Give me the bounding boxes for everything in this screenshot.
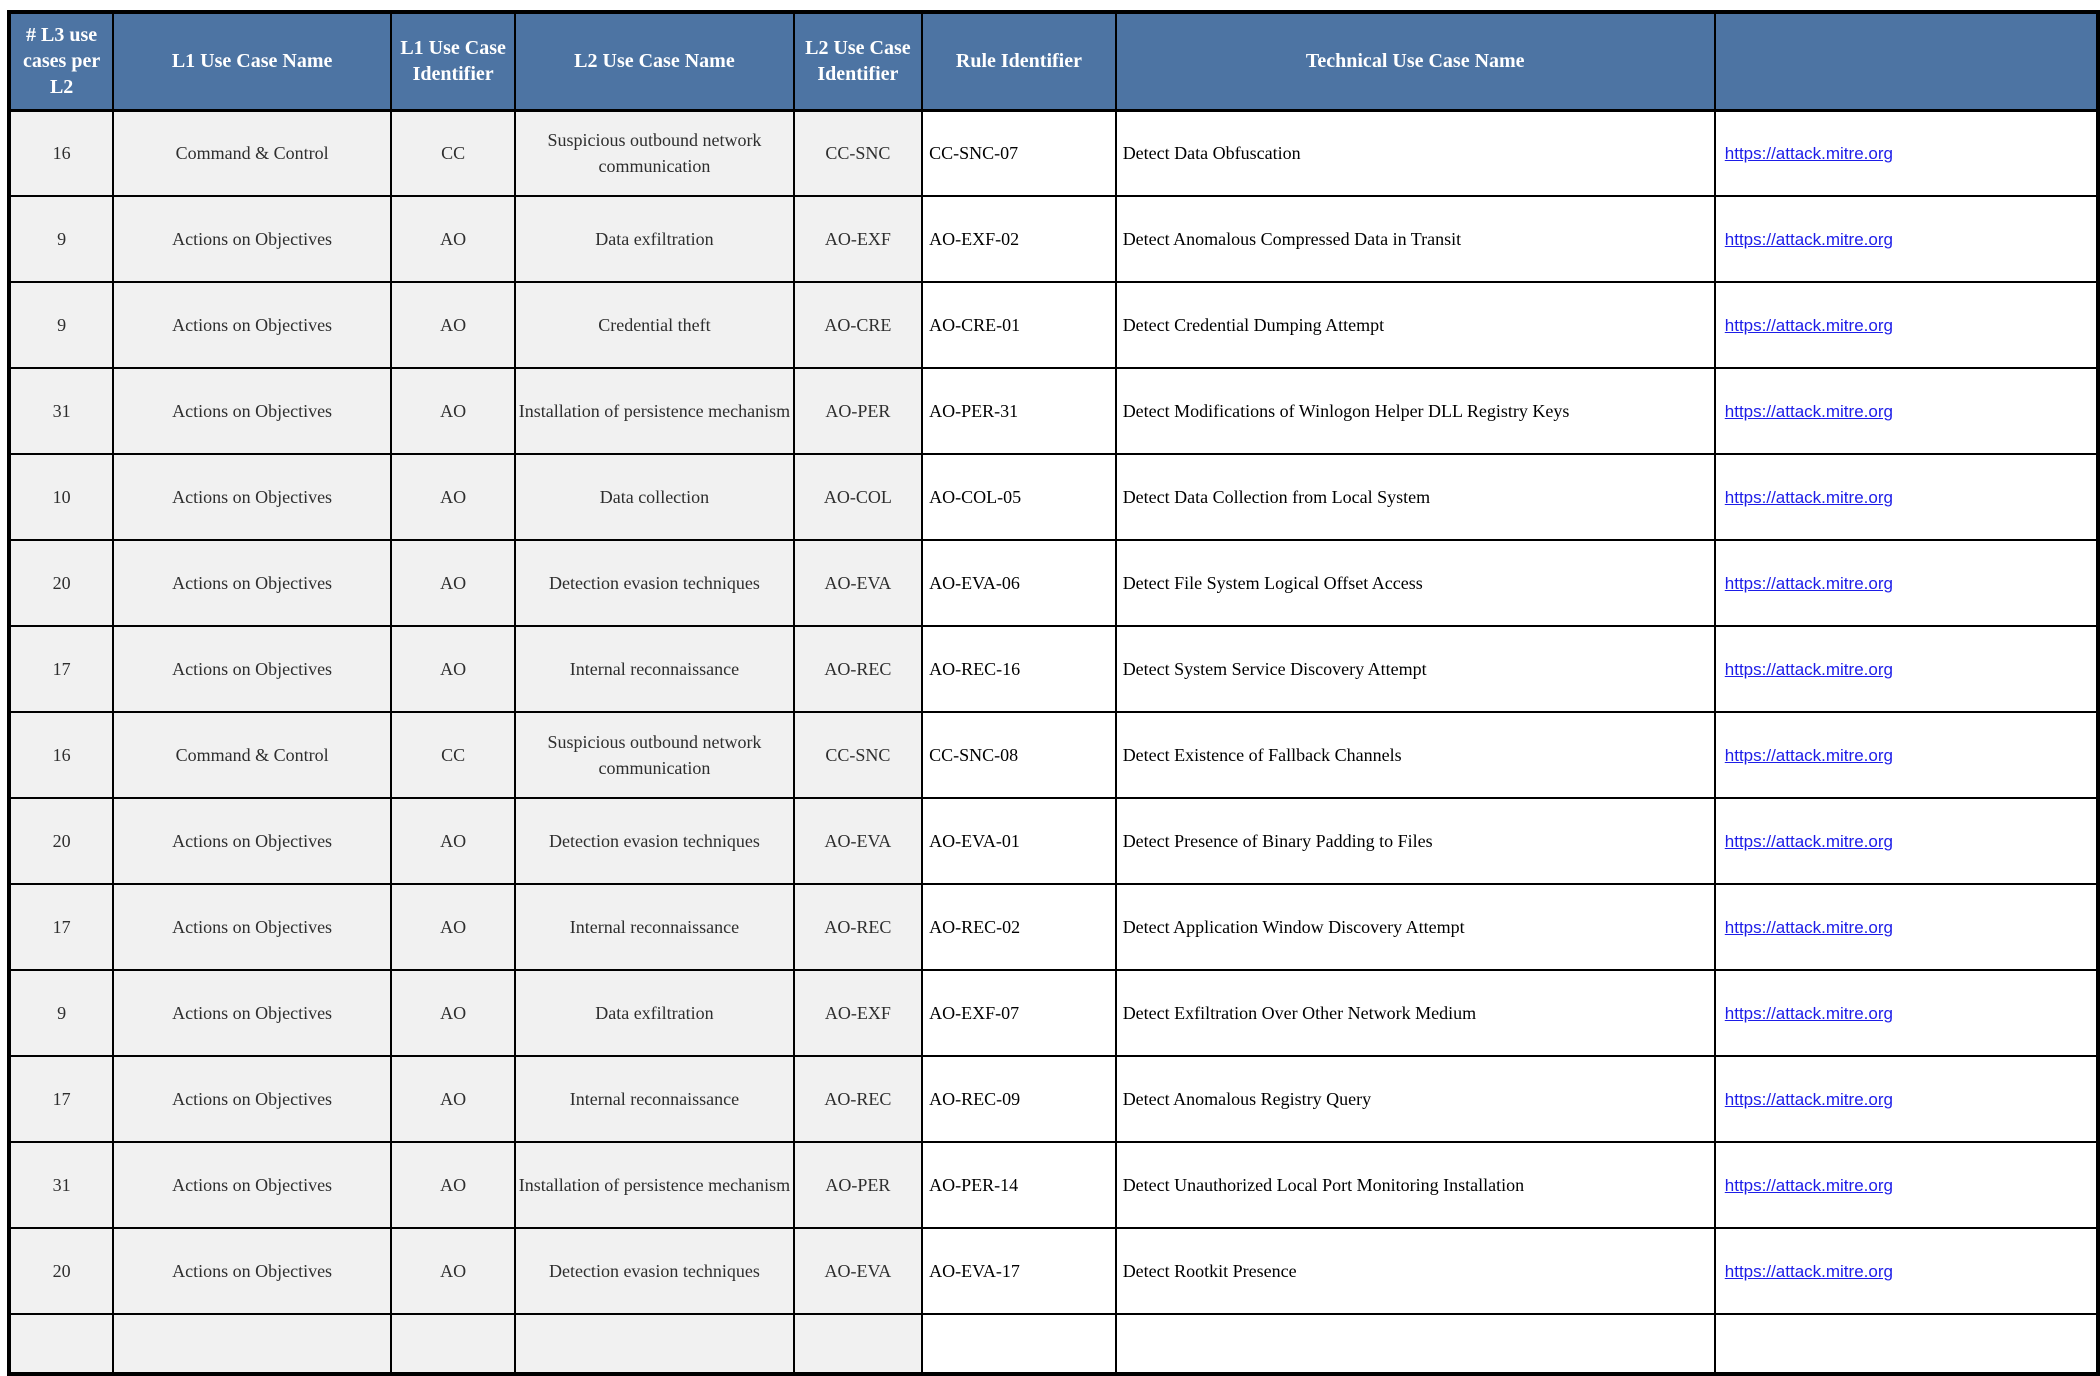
tech-name-cell: Detect Credential Dumping Attempt [1116, 282, 1715, 368]
l2-id-cell: CC-SNC [794, 712, 923, 798]
l1-id-cell: AO [391, 540, 515, 626]
rule-id-cell: AO-EVA-01 [922, 798, 1116, 884]
rule-id-cell: AO-EXF-07 [922, 970, 1116, 1056]
l3-count-cell: 17 [9, 884, 113, 970]
mitre-attack-link[interactable]: https://attack.mitre.org [1724, 1175, 1893, 1195]
l1-id-cell: AO [391, 970, 515, 1056]
mitre-attack-link[interactable]: https://attack.mitre.org [1724, 659, 1893, 679]
link-cell [1715, 282, 2098, 368]
link-cell [1715, 1142, 2098, 1228]
table-row [9, 712, 2098, 798]
tech-name-cell: Detect Presence of Binary Padding to Files [1116, 798, 1715, 884]
tech-name-cell: Detect Anomalous Registry Query [1116, 1056, 1715, 1142]
l1-id-cell: AO [391, 196, 515, 282]
l2-id-cell: AO-COL [794, 454, 923, 540]
rule-id-cell: AO-REC-02 [922, 884, 1116, 970]
table-row [9, 196, 2098, 282]
rule-id-cell: AO-EVA-06 [922, 540, 1116, 626]
table-row [9, 1056, 2098, 1142]
l1-id-cell: AO [391, 798, 515, 884]
l1-name-cell: Actions on Objectives [113, 196, 391, 282]
rule-id-cell: AO-PER-31 [922, 368, 1116, 454]
rule-id-cell: AO-CRE-01 [922, 282, 1116, 368]
l1-name-cell: Actions on Objectives [113, 540, 391, 626]
table-row [9, 110, 2098, 196]
l2-id-cell: AO-REC [794, 626, 923, 712]
table-row [9, 970, 2098, 1056]
l1-id-cell: AO [391, 626, 515, 712]
l3-count-cell: 9 [9, 970, 113, 1056]
l2-id-cell: AO-EVA [794, 1228, 923, 1314]
table-row [9, 282, 2098, 368]
l3-count-cell: 20 [9, 798, 113, 884]
rule-id-cell: AO-REC-09 [922, 1056, 1116, 1142]
l3-count-cell: 9 [9, 196, 113, 282]
l2-name-cell: Internal reconnaissance [515, 626, 793, 712]
l2-name-cell: Detection evasion techniques [515, 540, 793, 626]
l3-count-cell: 31 [9, 1142, 113, 1228]
tech-name-cell: Detect Exfiltration Over Other Network Medium [1116, 970, 1715, 1056]
rule-id-cell: AO-EXF-02 [922, 196, 1116, 282]
link-cell [1715, 970, 2098, 1056]
mitre-attack-link[interactable]: https://attack.mitre.org [1724, 573, 1893, 593]
l2-name-cell: Data exfiltration [515, 196, 793, 282]
column-header-rule-identifier: Rule Identifier [922, 12, 1116, 110]
l1-name-cell: Actions on Objectives [113, 1056, 391, 1142]
table-row [9, 626, 2098, 712]
tech-name-cell: Detect Data Obfuscation [1116, 110, 1715, 196]
l1-id-cell: AO [391, 1142, 515, 1228]
column-header-l3-count: # L3 use cases per L2 [9, 12, 113, 110]
l3-count-cell: 17 [9, 1056, 113, 1142]
l2-name-cell: Credential theft [515, 282, 793, 368]
l3-count-cell: 10 [9, 454, 113, 540]
l1-name-cell: Actions on Objectives [113, 884, 391, 970]
mitre-attack-link[interactable]: https://attack.mitre.org [1724, 143, 1893, 163]
tech-name-cell: Detect Existence of Fallback Channels [1116, 712, 1715, 798]
l2-name-cell: Internal reconnaissance [515, 884, 793, 970]
l1-name-cell: Actions on Objectives [113, 1228, 391, 1314]
mitre-attack-link[interactable]: https://attack.mitre.org [1724, 831, 1893, 851]
l3-count-cell: 20 [9, 1228, 113, 1314]
rule-id-cell [922, 1314, 1116, 1374]
l1-name-cell [113, 1314, 391, 1374]
link-cell [1715, 626, 2098, 712]
link-cell [1715, 712, 2098, 798]
l1-name-cell: Actions on Objectives [113, 282, 391, 368]
l2-id-cell: CC-SNC [794, 110, 923, 196]
table-row [9, 368, 2098, 454]
table-row [9, 454, 2098, 540]
l2-name-cell: Detection evasion techniques [515, 1228, 793, 1314]
rule-id-cell: AO-PER-14 [922, 1142, 1116, 1228]
table-body [9, 110, 2098, 1374]
l2-name-cell: Detection evasion techniques [515, 798, 793, 884]
l1-name-cell: Command & Control [113, 110, 391, 196]
partial-table-row [9, 1314, 2098, 1374]
use-case-table-wrapper [7, 10, 2100, 1376]
l2-name-cell: Suspicious outbound network communication [515, 712, 793, 798]
tech-name-cell: Detect Modifications of Winlogon Helper DLL Registry Keys [1116, 368, 1715, 454]
link-cell [1715, 368, 2098, 454]
table-row [9, 798, 2098, 884]
link-cell [1715, 110, 2098, 196]
l1-id-cell: CC [391, 110, 515, 196]
mitre-attack-link[interactable]: https://attack.mitre.org [1724, 401, 1893, 421]
tech-name-cell: Detect Unauthorized Local Port Monitoring Installation [1116, 1142, 1715, 1228]
l2-name-cell: Data exfiltration [515, 970, 793, 1056]
l1-name-cell: Actions on Objectives [113, 454, 391, 540]
l1-id-cell: AO [391, 1228, 515, 1314]
rule-id-cell: AO-COL-05 [922, 454, 1116, 540]
tech-name-cell: Detect File System Logical Offset Access [1116, 540, 1715, 626]
l3-count-cell: 9 [9, 282, 113, 368]
link-cell [1715, 798, 2098, 884]
rule-id-cell: CC-SNC-07 [922, 110, 1116, 196]
column-header-l2-identifier: L2 Use Case Identifier [794, 12, 923, 110]
l1-id-cell [391, 1314, 515, 1374]
rule-id-cell: AO-REC-16 [922, 626, 1116, 712]
l2-id-cell [794, 1314, 923, 1374]
l2-name-cell [515, 1314, 793, 1374]
l1-id-cell: AO [391, 1056, 515, 1142]
link-cell [1715, 884, 2098, 970]
column-header-l2-name: L2 Use Case Name [515, 12, 793, 110]
l1-id-cell: AO [391, 282, 515, 368]
l1-name-cell: Actions on Objectives [113, 798, 391, 884]
l2-id-cell: AO-PER [794, 368, 923, 454]
l1-id-cell: CC [391, 712, 515, 798]
link-cell [1715, 196, 2098, 282]
l2-id-cell: AO-REC [794, 1056, 923, 1142]
tech-name-cell: Detect System Service Discovery Attempt [1116, 626, 1715, 712]
l2-id-cell: AO-EXF [794, 196, 923, 282]
l2-id-cell: AO-EVA [794, 540, 923, 626]
tech-name-cell: Detect Anomalous Compressed Data in Transit [1116, 196, 1715, 282]
tech-name-cell: Detect Data Collection from Local System [1116, 454, 1715, 540]
use-case-table [7, 10, 2100, 1376]
tech-name-cell: Detect Application Window Discovery Attempt [1116, 884, 1715, 970]
table-row [9, 884, 2098, 970]
l3-count-cell [9, 1314, 113, 1374]
l3-count-cell: 31 [9, 368, 113, 454]
l2-name-cell: Installation of persistence mechanism [515, 368, 793, 454]
tech-name-cell [1116, 1314, 1715, 1374]
column-header-l1-name: L1 Use Case Name [113, 12, 391, 110]
mitre-attack-link[interactable]: https://attack.mitre.org [1724, 1261, 1893, 1281]
rule-id-cell: AO-EVA-17 [922, 1228, 1116, 1314]
mitre-attack-link[interactable]: https://attack.mitre.org [1724, 487, 1893, 507]
l2-id-cell: AO-EVA [794, 798, 923, 884]
l2-id-cell: AO-REC [794, 884, 923, 970]
l1-id-cell: AO [391, 368, 515, 454]
l1-id-cell: AO [391, 884, 515, 970]
mitre-attack-link[interactable]: https://attack.mitre.org [1724, 315, 1893, 335]
l3-count-cell: 17 [9, 626, 113, 712]
mitre-attack-link[interactable]: https://attack.mitre.org [1724, 1003, 1893, 1023]
l3-count-cell: 16 [9, 712, 113, 798]
l1-name-cell: Command & Control [113, 712, 391, 798]
table-header [9, 12, 2098, 110]
column-header-technical-name: Technical Use Case Name [1116, 12, 1715, 110]
l1-id-cell: AO [391, 454, 515, 540]
l3-count-cell: 16 [9, 110, 113, 196]
mitre-attack-link[interactable]: https://attack.mitre.org [1724, 229, 1893, 249]
l2-id-cell: AO-PER [794, 1142, 923, 1228]
rule-id-cell: CC-SNC-08 [922, 712, 1116, 798]
tech-name-cell: Detect Rootkit Presence [1116, 1228, 1715, 1314]
link-cell [1715, 1228, 2098, 1314]
mitre-attack-link[interactable]: https://attack.mitre.org [1724, 745, 1893, 765]
table-row [9, 540, 2098, 626]
l2-name-cell: Internal reconnaissance [515, 1056, 793, 1142]
l1-name-cell: Actions on Objectives [113, 970, 391, 1056]
l2-name-cell: Installation of persistence mechanism [515, 1142, 793, 1228]
l2-name-cell: Data collection [515, 454, 793, 540]
column-header-link [1715, 12, 2098, 110]
l2-name-cell: Suspicious outbound network communication [515, 110, 793, 196]
table-row [9, 1228, 2098, 1314]
header-row [9, 12, 2098, 110]
l1-name-cell: Actions on Objectives [113, 1142, 391, 1228]
l1-name-cell: Actions on Objectives [113, 368, 391, 454]
l2-id-cell: AO-CRE [794, 282, 923, 368]
mitre-attack-link[interactable]: https://attack.mitre.org [1724, 1089, 1893, 1109]
link-cell [1715, 1314, 2098, 1374]
mitre-attack-link[interactable]: https://attack.mitre.org [1724, 917, 1893, 937]
column-header-l1-identifier: L1 Use Case Identifier [391, 12, 515, 110]
link-cell [1715, 540, 2098, 626]
link-cell [1715, 1056, 2098, 1142]
table-row [9, 1142, 2098, 1228]
l3-count-cell: 20 [9, 540, 113, 626]
l1-name-cell: Actions on Objectives [113, 626, 391, 712]
link-cell [1715, 454, 2098, 540]
l2-id-cell: AO-EXF [794, 970, 923, 1056]
